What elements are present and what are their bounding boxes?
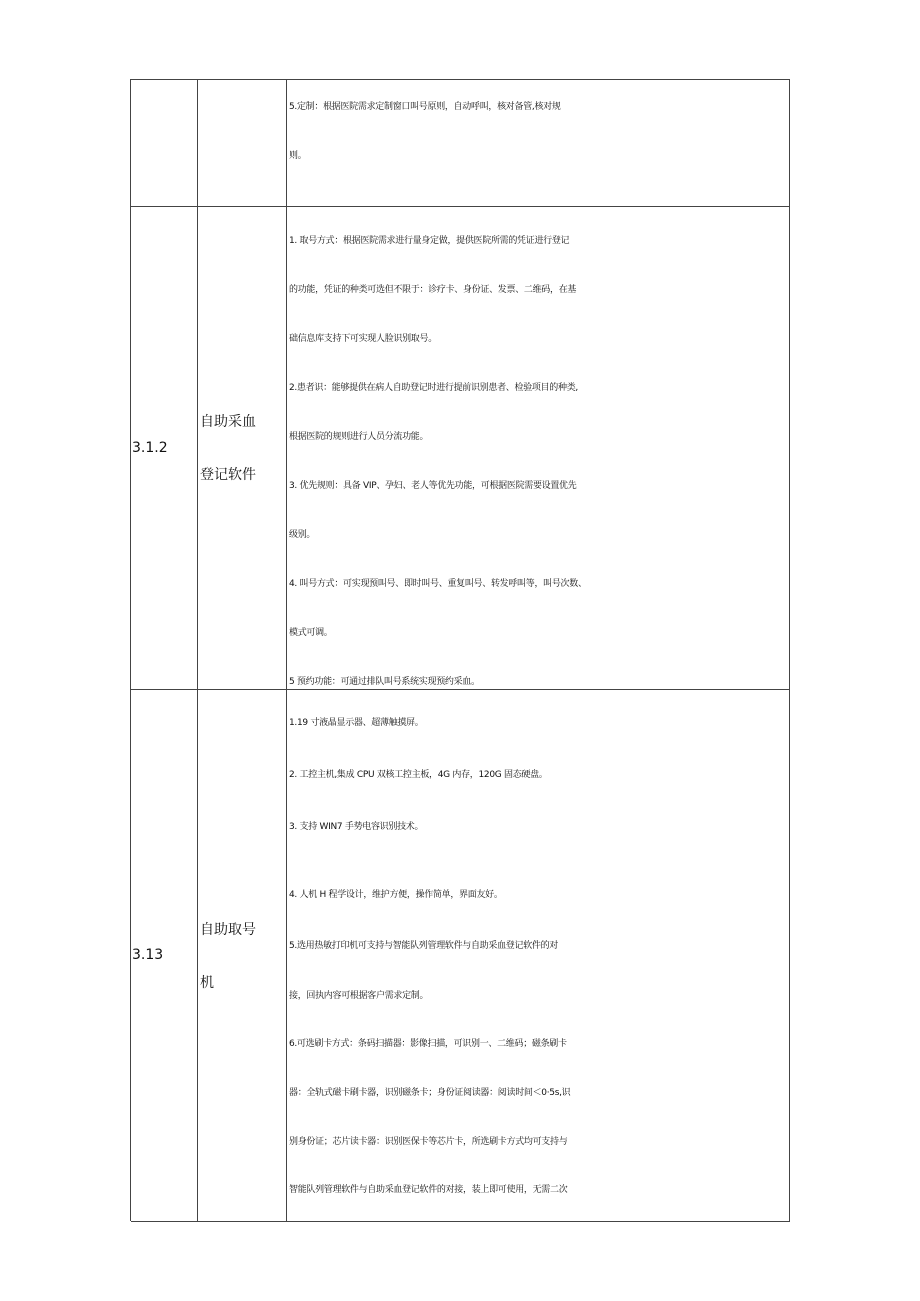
- item-number-cell: [131, 207, 198, 689]
- item-number: 3.1.2: [132, 440, 168, 456]
- spec-line: 则。: [289, 151, 307, 161]
- spec-line: 接，回执内容可根据客户需求定制。: [289, 991, 429, 1001]
- spec-line: 4. 人机 H 程学设计，维护方便，操作简单，界面友好。: [289, 890, 503, 900]
- spec-table: [130, 79, 790, 1221]
- spec-line: 智能队列管理软件与自助采血登记软件的对接，装上即可使用，无需二次: [289, 1185, 568, 1195]
- spec-line: 1. 取号方式：根据医院需求进行量身定做，提供医院所需的凭证进行登记: [289, 236, 570, 246]
- item-number-cell: [131, 80, 198, 206]
- spec-line: 模式可调。: [289, 628, 333, 638]
- spec-line: 2.患者识：能够提供在病人自助登记时进行提前识别患者、检验项目的种类,: [289, 383, 578, 393]
- item-name-cell: [198, 80, 287, 206]
- spec-line: 5.选用热敏打印机可支持与智能队列管理软件与自助采血登记软件的对: [289, 941, 558, 951]
- spec-line: 5 预约功能：可通过排队叫号系统实现预约采血。: [289, 677, 480, 687]
- table-row: [131, 80, 790, 207]
- spec-line: 1.19 寸液晶显示器、超薄触摸屏。: [289, 718, 424, 728]
- table-row: [131, 207, 790, 690]
- spec-line: 别身份证；芯片读卡器：识别医保卡等芯片卡，所选刷卡方式均可支持与: [289, 1137, 568, 1147]
- item-name-line: 自助采血: [200, 414, 256, 430]
- item-name-cell: [198, 207, 287, 689]
- item-spec-cell: [287, 80, 790, 206]
- item-spec-cell: [287, 690, 790, 1221]
- item-number-cell: [131, 690, 198, 1221]
- item-number: 3.13: [132, 947, 164, 963]
- spec-line: 的功能，凭证的种类可选但不限于：诊疗卡、身份证、发票、二维码，在基: [289, 285, 577, 295]
- spec-line: 2. 工控主机,集成 CPU 双核工控主板，4G 内存，120G 固态硬盘。: [289, 770, 548, 780]
- item-name-cell: [198, 690, 287, 1221]
- table-row: [131, 690, 790, 1222]
- spec-line: 础信息库支持下可实现人脸识别取号。: [289, 334, 437, 344]
- item-name-line: 登记软件: [200, 467, 256, 483]
- item-name-line: 机: [200, 975, 214, 991]
- spec-line: 根据医院的规则进行人员分流功能。: [289, 432, 429, 442]
- spec-line: 3. 优先规则：具备 VIP、孕妇、老人等优先功能，可根据医院需要设置优先: [289, 481, 577, 491]
- spec-line: 级别。: [289, 530, 316, 540]
- spec-line: 5.定制：根据医院需求定制窗口叫号原则，自动呼叫，核对备管,核对规: [289, 102, 561, 112]
- item-spec-cell: [287, 207, 790, 689]
- spec-line: 6.可选刷卡方式：条码扫描器：影像扫描，可识别一、二维码；磁条刷卡: [289, 1039, 567, 1049]
- spec-line: 3. 支持 WIN7 手势电容识别技术。: [289, 822, 424, 832]
- item-name-line: 自助取号: [200, 922, 256, 938]
- spec-line: 器：全轨式磁卡刷卡器，识别磁条卡；身份证阅读器：阅读时间＜0·5s,识: [289, 1088, 571, 1098]
- spec-line: 4. 叫号方式：可实现预叫号、即时叫号、重复叫号、转发呼叫等，叫号次数、: [289, 579, 587, 589]
